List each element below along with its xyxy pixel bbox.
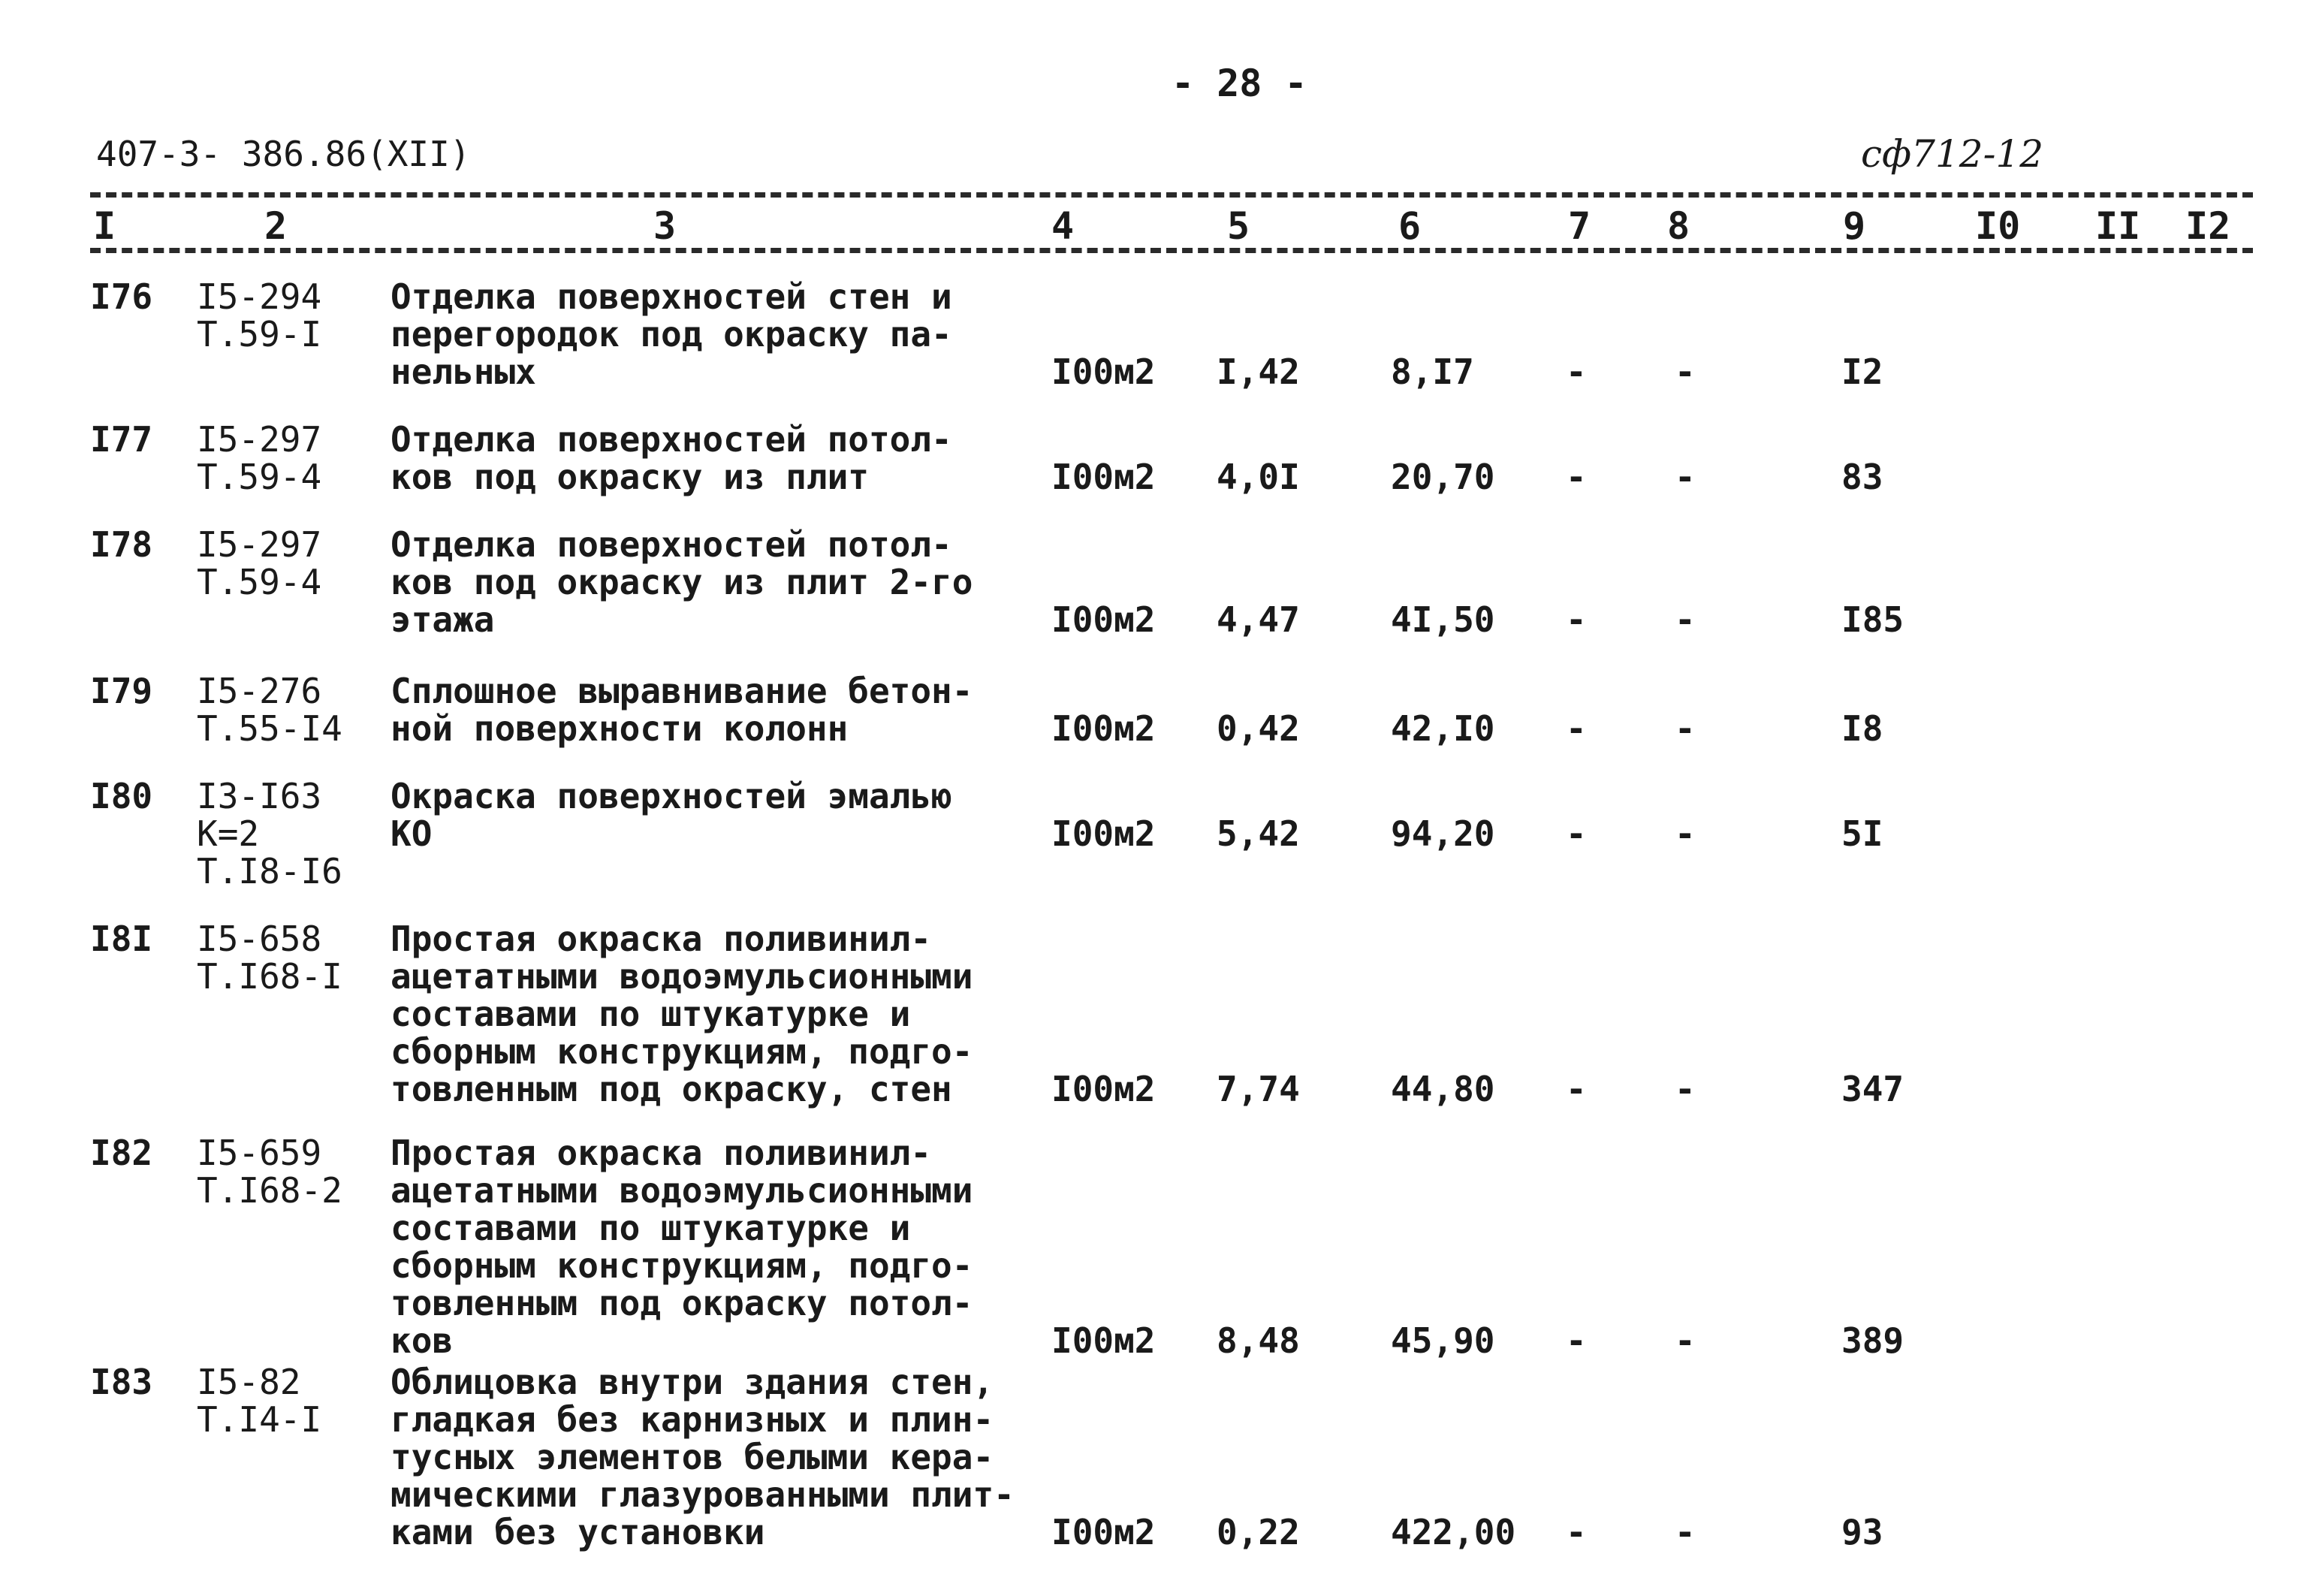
col-8-value: - xyxy=(1675,351,1696,392)
total-value: I8 xyxy=(1841,708,1883,749)
norm-code: I5-659 Т.I68-2 xyxy=(197,1133,342,1211)
header-bottom-rule xyxy=(90,248,2253,253)
column-header-9: 9 xyxy=(1843,204,1866,248)
row-number: I83 xyxy=(90,1362,153,1402)
quantity: 5,42 xyxy=(1217,813,1300,854)
page-number: - 28 - xyxy=(1172,62,1307,105)
norm-code: I5-297 Т.59-4 xyxy=(197,524,322,602)
col-7-value: - xyxy=(1566,351,1587,392)
column-header-4: 4 xyxy=(1051,204,1075,248)
work-description: Простая окраска поливинил- ацетатными водоэмульсионными составами по штукатурке и сборным конструкциям, подго- товленным под окраску потол- ков xyxy=(391,1133,973,1361)
work-description: Сплошное выравнивание бетон- ной поверхности колонн xyxy=(391,671,973,749)
unit-price: 20,70 xyxy=(1391,457,1495,497)
row-number: I80 xyxy=(90,776,153,816)
col-8-value: - xyxy=(1675,813,1696,854)
column-header-6: 6 xyxy=(1398,204,1422,248)
norm-code: I5-294 Т.59-I xyxy=(197,276,322,354)
row-number: I78 xyxy=(90,524,153,565)
unit: I00м2 xyxy=(1051,1320,1156,1361)
document-code: 407-3- 386.86(XII) xyxy=(96,134,471,174)
quantity: 8,48 xyxy=(1217,1320,1300,1361)
total-value: 347 xyxy=(1841,1069,1904,1109)
unit-price: 42,I0 xyxy=(1391,708,1495,749)
unit: I00м2 xyxy=(1051,1512,1156,1552)
unit: I00м2 xyxy=(1051,599,1156,640)
col-7-value: - xyxy=(1566,457,1587,497)
col-8-value: - xyxy=(1675,1512,1696,1552)
column-header-8: 8 xyxy=(1667,204,1690,248)
total-value: I85 xyxy=(1841,599,1904,640)
quantity: I,42 xyxy=(1217,351,1300,392)
sheet-code: сф712-12 xyxy=(1861,132,2044,176)
norm-code: I5-82 Т.I4-I xyxy=(197,1362,322,1440)
work-description: Отделка поверхностей потол- ков под окраску из плит xyxy=(391,419,952,497)
column-header-11: II xyxy=(2095,204,2141,248)
unit-price: 422,00 xyxy=(1391,1512,1516,1552)
total-value: 389 xyxy=(1841,1320,1904,1361)
column-header-3: 3 xyxy=(653,204,677,248)
work-description: Отделка поверхностей стен и перегородок под окраску па- нельных xyxy=(391,276,952,392)
unit-price: 8,I7 xyxy=(1391,351,1474,392)
total-value: I2 xyxy=(1841,351,1883,392)
column-header-2: 2 xyxy=(264,204,288,248)
work-description: Облицовка внутри здания стен, гладкая без карнизных и плин- тусных элементов белыми кера- мическими глазурованными плит- ками без установки xyxy=(391,1362,1015,1552)
col-7-value: - xyxy=(1566,599,1587,640)
norm-code: I3-I63 К=2 Т.I8-I6 xyxy=(197,776,342,892)
quantity: 4,47 xyxy=(1217,599,1300,640)
quantity: 7,74 xyxy=(1217,1069,1300,1109)
row-number: I82 xyxy=(90,1133,153,1173)
unit: I00м2 xyxy=(1051,351,1156,392)
unit-price: 94,20 xyxy=(1391,813,1495,854)
col-7-value: - xyxy=(1566,1069,1587,1109)
row-number: I77 xyxy=(90,419,153,460)
total-value: 5I xyxy=(1841,813,1883,854)
col-7-value: - xyxy=(1566,708,1587,749)
unit: I00м2 xyxy=(1051,813,1156,854)
unit: I00м2 xyxy=(1051,457,1156,497)
unit-price: 45,90 xyxy=(1391,1320,1495,1361)
col-7-value: - xyxy=(1566,813,1587,854)
col-8-value: - xyxy=(1675,1320,1696,1361)
norm-code: I5-297 Т.59-4 xyxy=(197,419,322,497)
col-8-value: - xyxy=(1675,708,1696,749)
total-value: 93 xyxy=(1841,1512,1883,1552)
col-8-value: - xyxy=(1675,457,1696,497)
col-7-value: - xyxy=(1566,1512,1587,1552)
norm-code: I5-276 Т.55-I4 xyxy=(197,671,342,749)
unit: I00м2 xyxy=(1051,708,1156,749)
column-header-10: I0 xyxy=(1975,204,2021,248)
column-header-1: I xyxy=(93,204,116,248)
work-description: Окраска поверхностей эмалью КО xyxy=(391,776,952,854)
row-number: I76 xyxy=(90,276,153,317)
row-number: I79 xyxy=(90,671,153,711)
norm-code: I5-658 Т.I68-I xyxy=(197,919,342,997)
unit: I00м2 xyxy=(1051,1069,1156,1109)
column-header-5: 5 xyxy=(1227,204,1250,248)
total-value: 83 xyxy=(1841,457,1883,497)
column-header-12: I2 xyxy=(2185,204,2231,248)
quantity: 0,42 xyxy=(1217,708,1300,749)
unit-price: 44,80 xyxy=(1391,1069,1495,1109)
column-header-7: 7 xyxy=(1568,204,1591,248)
work-description: Простая окраска поливинил- ацетатными водоэмульсионными составами по штукатурке и сборным конструкциям, подго- товленным под окраску, стен xyxy=(391,919,973,1109)
col-8-value: - xyxy=(1675,1069,1696,1109)
quantity: 0,22 xyxy=(1217,1512,1300,1552)
unit-price: 4I,50 xyxy=(1391,599,1495,640)
work-description: Отделка поверхностей потол- ков под окраску из плит 2-го этажа xyxy=(391,524,973,640)
row-number: I8I xyxy=(90,919,153,959)
quantity: 4,0I xyxy=(1217,457,1300,497)
col-8-value: - xyxy=(1675,599,1696,640)
header-top-rule xyxy=(90,192,2253,198)
col-7-value: - xyxy=(1566,1320,1587,1361)
